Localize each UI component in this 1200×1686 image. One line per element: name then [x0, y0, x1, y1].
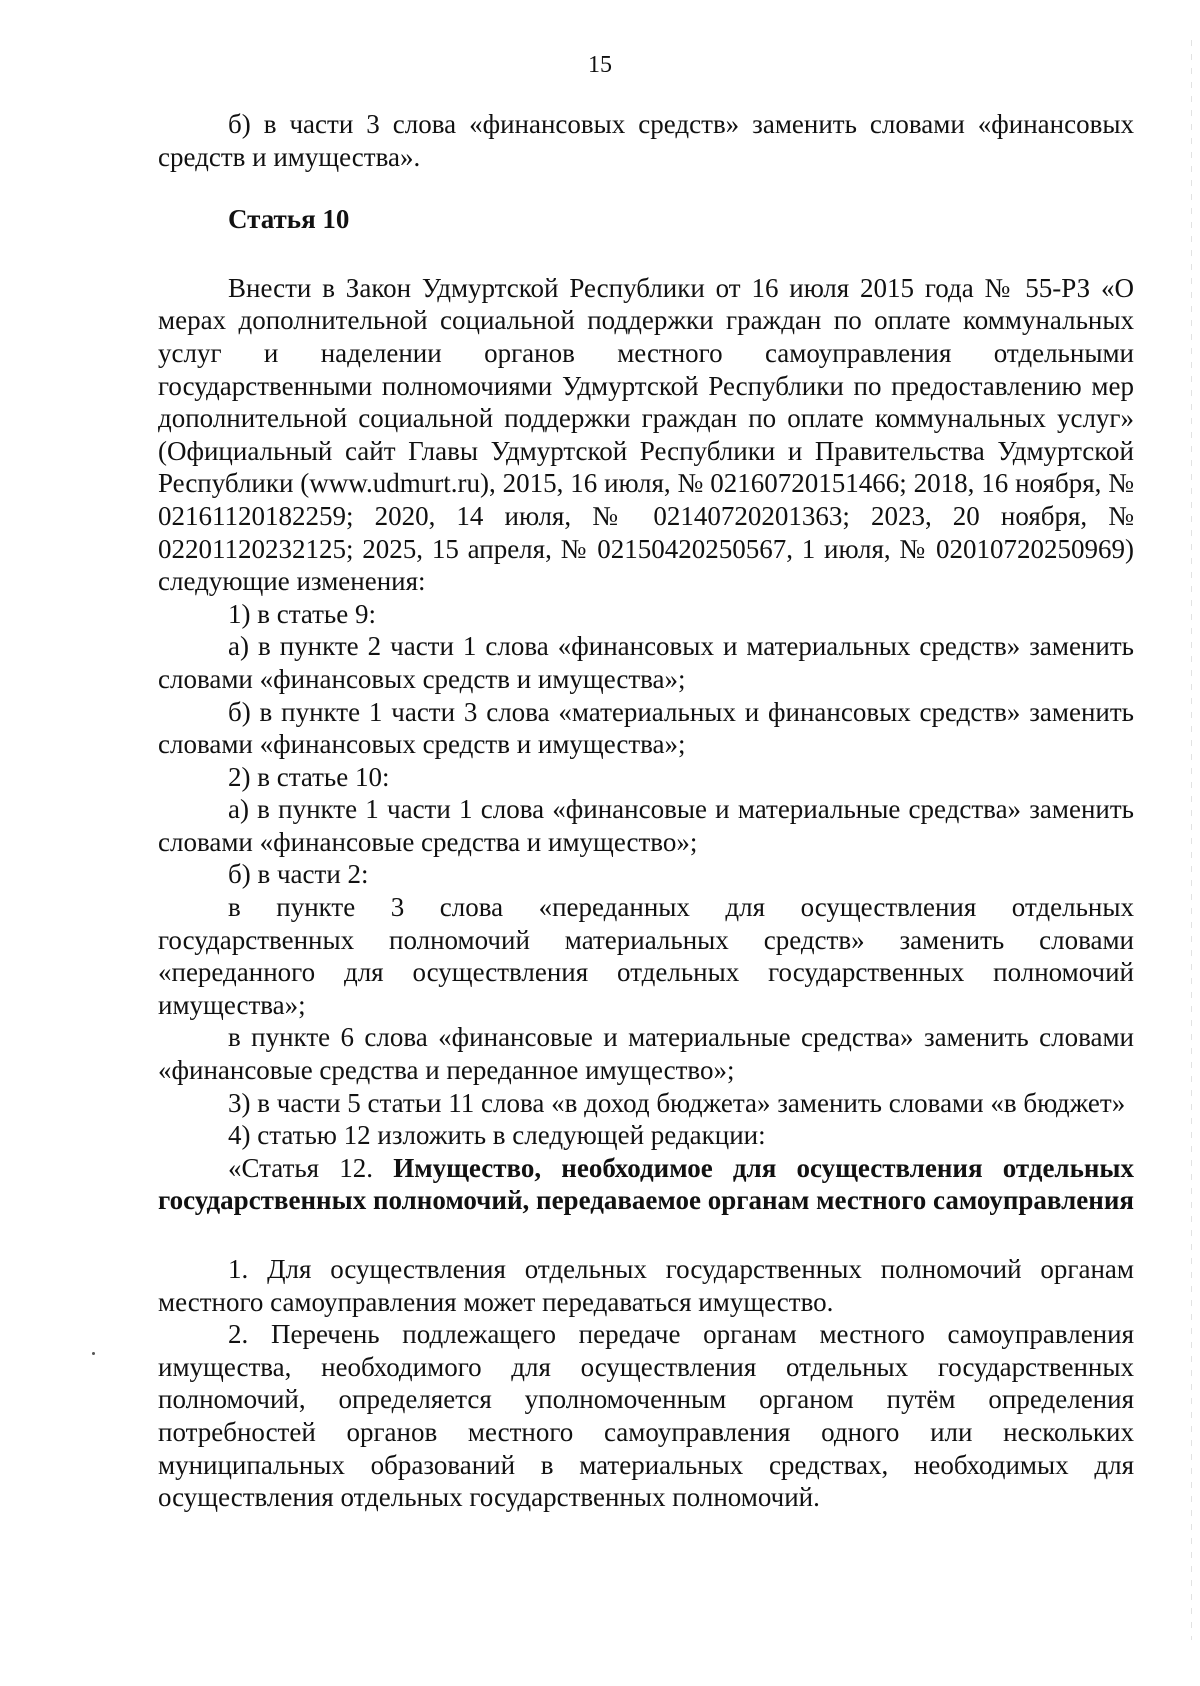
new-article-part: 2. Перечень подлежащего передаче органам местного самоуправления имущества, необходимого для осуществления отдельных государственных полномочий, определяется уполномоченным органом путём определения потребностей органов местного самоуправления одного или нескольких муниципальных образований в материальных средствах, необходимых для осуществления отдельных государственных полномочий. — [158, 1319, 1134, 1513]
paragraph-amendment-b: б) в части 3 слова «финансовых средств» заменить словами «финансовых средств и имущества». — [158, 109, 1134, 172]
spacer — [158, 1217, 1134, 1253]
document-body — [158, 108, 1134, 1514]
article-intro-paragraph: Внести в Закон Удмуртской Республики от 16 июля 2015 года № 55-РЗ «О мерах дополнительной социальной поддержки граждан по оплате коммунальных услуг и наделении органов местного самоуправления отдельными государственными полномочиями Удмуртской Республики по предоставлению мер дополнительной социальной поддержки граждан по оплате коммунальных услуг» (Официальный сайт Главы Удмуртской Республики и Правительства Удмуртской Республики (www.udmurt.ru), 2015, 16 июля, № 02160720151466; 2018, 16 ноября, № 02161120182259; 2020, 14 июля, № 02140720201363; 2023, 20 ноября, № 02201120232125; 2025, 15 апреля, № 02150420250567, 1 июля, № 02010720250969) следующие изменения: — [158, 272, 1134, 597]
list-item: б) в пункте 1 части 3 слова «материальных и финансовых средств» заменить словами «финансовых средств и имущества»; — [158, 696, 1134, 760]
list-item: а) в пункте 2 части 1 слова «финансовых и материальных средств» заменить словами «финансовых средств и имущества»; — [158, 631, 1134, 694]
new-article-heading — [158, 1152, 1134, 1217]
list-item: 4) статью 12 изложить в следующей редакции: — [228, 1120, 766, 1151]
list-item: б) в части 2: — [228, 859, 369, 890]
list-item: в пункте 3 слова «переданных для осуществления отдельных государственных полномочий материальных средств» заменить словами «переданного для осуществления отдельных государственных полномочий имущества»; — [158, 892, 1134, 1020]
scan-speck — [92, 1352, 95, 1355]
new-article-title: Имущество, необходимое для осуществления отдельных государственных полномочий, передаваемое органам местного самоуправления — [158, 1152, 1134, 1216]
list-item: 3) в части 5 статьи 11 слова «в доход бюджета» заменить словами «в бюджет» — [228, 1087, 1126, 1118]
new-article-part: 1. Для осуществления отдельных государственных полномочий органам местного самоуправления может передаваться имущество. — [158, 1254, 1134, 1317]
list-item: 2) в статье 10: — [228, 761, 390, 792]
list-item: а) в пункте 1 части 1 слова «финансовые и материальные средства» заменить словами «финансовые средства и имущество»; — [158, 794, 1134, 857]
page-number: 15 — [588, 52, 612, 78]
list-item: в пункте 6 слова «финансовые и материальные средства» заменить словами «финансовые средства и переданное имущество»; — [158, 1022, 1134, 1086]
article-heading: Статья 10 — [228, 204, 350, 235]
scan-edge-artifact — [1191, 40, 1192, 1640]
new-article-prefix: «Статья 12. — [228, 1152, 374, 1183]
list-item: 1) в статье 9: — [228, 598, 376, 629]
